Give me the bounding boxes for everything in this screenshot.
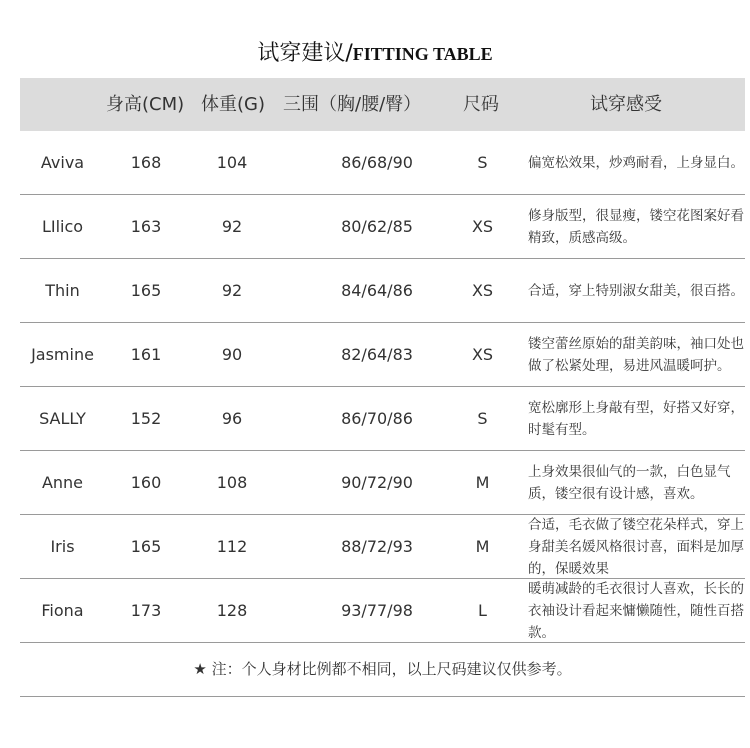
table-row bbox=[20, 515, 745, 579]
cell-measurements: 93/77/98 bbox=[341, 601, 413, 620]
cell-name: LIlico bbox=[41, 217, 84, 236]
cell-size: XS bbox=[471, 217, 494, 236]
cell-feel-text: 合适，毛衣做了镂空花朵样式，穿上身甜美名媛风格很讨喜，面料是加厚的，保暖效果 bbox=[528, 516, 744, 577]
cell-weight: 108 bbox=[216, 473, 248, 492]
cell-feel-text: 合适，穿上特别淑女甜美，很百搭。 bbox=[528, 282, 744, 299]
cell-measurements: 82/64/83 bbox=[341, 345, 413, 364]
cell-size: M bbox=[475, 473, 490, 492]
cell-feel-text: 偏宽松效果，炒鸡耐看，上身显白。 bbox=[528, 154, 744, 171]
cell-weight: 96 bbox=[221, 409, 243, 428]
title-en: FITTING TABLE bbox=[352, 44, 493, 64]
cell-name: Anne bbox=[41, 473, 84, 492]
cell-size: XS bbox=[471, 345, 494, 364]
cell-name: Iris bbox=[50, 537, 75, 556]
cell-feel bbox=[528, 131, 745, 194]
table-row bbox=[20, 387, 745, 451]
cell-measurements: 90/72/90 bbox=[341, 473, 413, 492]
cell-measurements: 80/62/85 bbox=[341, 217, 413, 236]
cell-feel-text: 修身版型，很显瘦，镂空花图案好看精致，质感高级。 bbox=[528, 207, 744, 246]
header-weight: 体重(G) bbox=[201, 94, 265, 115]
cell-measurements: 84/64/86 bbox=[341, 281, 413, 300]
title-cn: 试穿建议/ bbox=[257, 41, 353, 66]
cell-size: M bbox=[475, 537, 490, 556]
cell-measurements: 88/72/93 bbox=[341, 537, 413, 556]
cell-weight: 128 bbox=[216, 601, 248, 620]
cell-feel bbox=[528, 579, 745, 642]
cell-size: L bbox=[478, 601, 487, 620]
cell-measurements: 86/70/86 bbox=[341, 409, 413, 428]
cell-feel bbox=[528, 387, 745, 450]
cell-height: 173 bbox=[130, 601, 162, 620]
footnote: ★ 注：个人身材比例都不相同，以上尺码建议仅供参考。 bbox=[193, 660, 572, 678]
page-title bbox=[0, 36, 750, 67]
cell-size: XS bbox=[471, 281, 494, 300]
cell-height: 165 bbox=[130, 537, 162, 556]
cell-name: Aviva bbox=[40, 153, 85, 172]
cell-size: S bbox=[477, 153, 488, 172]
table-footer bbox=[20, 643, 745, 697]
cell-weight: 90 bbox=[221, 345, 243, 364]
header-feel: 试穿感受 bbox=[590, 94, 662, 115]
cell-feel-text: 暖萌减龄的毛衣很讨人喜欢，长长的衣袖设计看起来慵懒随性，随性百搭款。 bbox=[528, 580, 744, 641]
table-body bbox=[20, 131, 745, 643]
cell-weight: 92 bbox=[221, 217, 243, 236]
table-row bbox=[20, 579, 745, 643]
cell-name: Thin bbox=[45, 281, 80, 300]
header-height: 身高(CM) bbox=[106, 94, 185, 115]
table-row bbox=[20, 195, 745, 259]
cell-feel bbox=[528, 259, 745, 322]
table-row bbox=[20, 131, 745, 195]
table-row bbox=[20, 323, 745, 387]
cell-height: 165 bbox=[130, 281, 162, 300]
table-header bbox=[20, 78, 745, 131]
cell-height: 160 bbox=[130, 473, 162, 492]
cell-weight: 112 bbox=[216, 537, 248, 556]
cell-measurements: 86/68/90 bbox=[341, 153, 413, 172]
cell-name: Jasmine bbox=[31, 345, 94, 364]
header-size: 尺码 bbox=[463, 94, 499, 115]
table-row bbox=[20, 451, 745, 515]
cell-size: S bbox=[477, 409, 488, 428]
cell-feel bbox=[528, 451, 745, 514]
cell-weight: 104 bbox=[216, 153, 248, 172]
cell-feel-text: 上身效果很仙气的一款，白色显气质，镂空很有设计感，喜欢。 bbox=[528, 463, 731, 502]
cell-name: SALLY bbox=[39, 409, 86, 428]
cell-name: Fiona bbox=[41, 601, 84, 620]
cell-height: 163 bbox=[130, 217, 162, 236]
cell-feel bbox=[528, 515, 745, 578]
cell-feel bbox=[528, 323, 745, 386]
cell-feel-text: 宽松廓形上身敲有型，好搭又好穿，时髦有型。 bbox=[528, 399, 744, 438]
cell-feel-text: 镂空蕾丝原始的甜美韵味，袖口处也做了松紧处理，易进风温暖呵护。 bbox=[528, 335, 744, 374]
cell-height: 168 bbox=[130, 153, 162, 172]
cell-height: 161 bbox=[130, 345, 162, 364]
table-row bbox=[20, 259, 745, 323]
header-measurements: 三围（胸/腰/臀） bbox=[283, 94, 422, 115]
cell-weight: 92 bbox=[221, 281, 243, 300]
cell-height: 152 bbox=[130, 409, 162, 428]
cell-feel bbox=[528, 195, 745, 258]
